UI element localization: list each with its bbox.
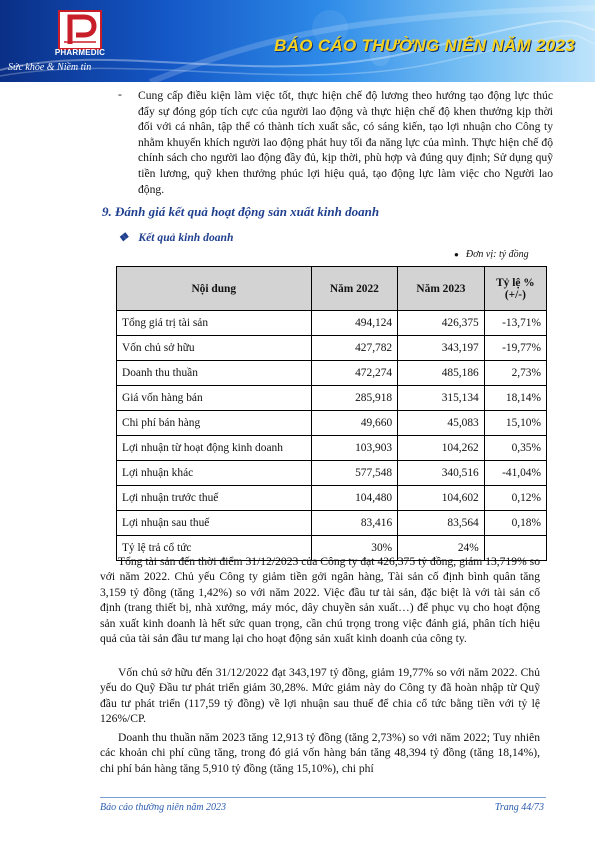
table-cell: Tổng giá trị tài sản: [117, 311, 312, 336]
table-cell: 83,416: [311, 511, 398, 536]
table-row: [117, 386, 547, 411]
footer-report-name: Báo cáo thường niên năm 2023: [100, 802, 227, 813]
table-cell: 472,274: [311, 361, 398, 386]
table-cell: Vốn chủ sở hữu: [117, 336, 312, 361]
bullet-dot-icon: ❖: [118, 231, 129, 244]
footer-divider: [100, 797, 546, 798]
table-cell: 426,375: [398, 311, 485, 336]
logo-mark-icon: [60, 12, 100, 48]
table-cell: 24%: [398, 536, 485, 561]
page-header: [0, 0, 595, 82]
table-row: [117, 436, 547, 461]
subheading: [118, 230, 233, 244]
section-heading: 9. Đánh giá kết quả hoạt động sản xuất kinh doanh: [102, 204, 380, 219]
table-cell: 83,564: [398, 511, 485, 536]
column-header: Năm 2022: [311, 267, 398, 311]
table-cell: Tỷ lệ trả cổ tức: [117, 536, 312, 561]
table-cell: 45,083: [398, 411, 485, 436]
table-cell: 18,14%: [484, 386, 546, 411]
table-cell: 340,516: [398, 461, 485, 486]
table-cell: 30%: [311, 536, 398, 561]
table-cell: Lợi nhuận trước thuế: [117, 486, 312, 511]
table-row: [117, 461, 547, 486]
table-cell: 0,35%: [484, 436, 546, 461]
bullet-marker: -: [118, 88, 122, 101]
table-cell: 343,197: [398, 336, 485, 361]
table-row: [117, 336, 547, 361]
paragraph-net-revenue: Doanh thu thuần năm 2023 tăng 12,913 tỷ đồng (tăng 2,73%) so với năm 2022; Tuy nhiên các khoản chi phí cũng tăng, trong đó giá vốn hàng bán tăng 48,394 tỷ đồng (tăng 18,14%), chi phí bán hàng tăng 5,910 tỷ đồng (tăng 15,10%), chi phí: [100, 731, 540, 775]
unit-note-text: Đơn vị: tỷ đồng: [465, 249, 529, 260]
table-cell: Lợi nhuận sau thuế: [117, 511, 312, 536]
table-cell: 2,73%: [484, 361, 546, 386]
paragraph-total-assets: Tổng tài sản đến thời điểm 31/12/2023 của Công ty đạt 426,375 tỷ đồng, giảm 13,719% so với năm 2022. Chủ yếu Công ty giảm tiền gởi ngân hàng, Tài sản cố định bình quân tăng 3,159 tỷ đồng (tăng 1,42%) so với năm 2022. Việc đầu tư tài sản, đặc biệt là với tài sản cố định (trang thiết bị, nhà xưởng, máy móc, dây chuyền sản xuất…) để phục vụ cho hoạt động sản xuất kinh doanh là hết sức quan trọng, cần chú trọng trong việc đánh giá, phân tích hiệu quả của tài sản đầu tư mang lại cho hoạt động sản xuất kinh doanh của công ty.: [100, 555, 540, 646]
column-header: Nội dung: [117, 267, 312, 311]
table-cell: -13,71%: [484, 311, 546, 336]
table-cell: Doanh thu thuần: [117, 361, 312, 386]
company-logo: [58, 10, 102, 50]
report-title: BÁO CÁO THƯỜNG NIÊN NĂM 2023: [274, 36, 575, 55]
table-row: [117, 361, 547, 386]
unit-note: [454, 249, 529, 260]
business-results-table: [116, 266, 547, 561]
table-cell: 0,18%: [484, 511, 546, 536]
table-cell: -19,77%: [484, 336, 546, 361]
column-header: Tỷ lệ % (+/-): [484, 267, 546, 311]
table-cell: 494,124: [311, 311, 398, 336]
table-cell: 315,134: [398, 386, 485, 411]
table-cell: Lợi nhuận từ hoạt động kinh doanh: [117, 436, 312, 461]
table-cell: -41,04%: [484, 461, 546, 486]
footer-page-number: Trang 44/73: [494, 802, 544, 813]
intro-bullet-paragraph: Cung cấp điều kiện làm việc tốt, thực hiện chế độ lương theo hướng tạo động lực thúc đẩy sự đóng góp tích cực của người lao động và thực hiện chế độ khen thưởng kịp thời đối với cá nhân, tập thể có thành tích xuất sắc, có sáng kiến, tạo lợi nhuận cho Công ty nhằm khuyến khích người lao động phát huy tối đa năng lực của mình. Thực hiện chế độ chính sách cho người lao động đầy đủ, kịp thời, phù hợp và đúng quy định; Sử dụng quỹ tiền lương, quỹ khen thưởng phúc lợi hiệu quả, tạo động lực làm việc cho Người lao động.: [138, 89, 553, 196]
subheading-text: Kết quả kinh doanh: [138, 231, 234, 244]
table-cell: 49,660: [311, 411, 398, 436]
column-header: Năm 2023: [398, 267, 485, 311]
table-cell: Lợi nhuận khác: [117, 461, 312, 486]
table-cell: 427,782: [311, 336, 398, 361]
table-cell: Chi phí bán hàng: [117, 411, 312, 436]
bullet-dot-icon: ●: [454, 250, 459, 259]
table-cell: 15,10%: [484, 411, 546, 436]
table-row: [117, 411, 547, 436]
table-cell: 104,602: [398, 486, 485, 511]
table-cell: Giá vốn hàng bán: [117, 386, 312, 411]
table-row: [117, 486, 547, 511]
table-cell: 0,12%: [484, 486, 546, 511]
logo-brand-name: PHARMEDIC: [54, 48, 106, 57]
table-cell: 104,262: [398, 436, 485, 461]
table-row: [117, 311, 547, 336]
company-slogan: Sức khỏe & Niềm tin: [8, 62, 92, 73]
table-cell: 104,480: [311, 486, 398, 511]
paragraph-owner-equity: Vốn chủ sở hữu đến 31/12/2022 đạt 343,197 tỷ đồng, giảm 19,77% so với năm 2022. Chủ yếu do Quỹ Đầu tư phát triển giảm 30,28%. Mức giảm này do Công ty đã hoàn nhập từ Quỹ đầu tư phát triển (117,59 tỷ đồng) về lợi nhuận sau thuế để chia cổ tức bằng tiền với tỷ lệ 126%/CP.: [100, 666, 540, 726]
table-header-row: [117, 267, 547, 311]
table-cell: 485,186: [398, 361, 485, 386]
table-row: [117, 511, 547, 536]
table-cell: 577,548: [311, 461, 398, 486]
table-cell: 285,918: [311, 386, 398, 411]
table-cell: 103,903: [311, 436, 398, 461]
